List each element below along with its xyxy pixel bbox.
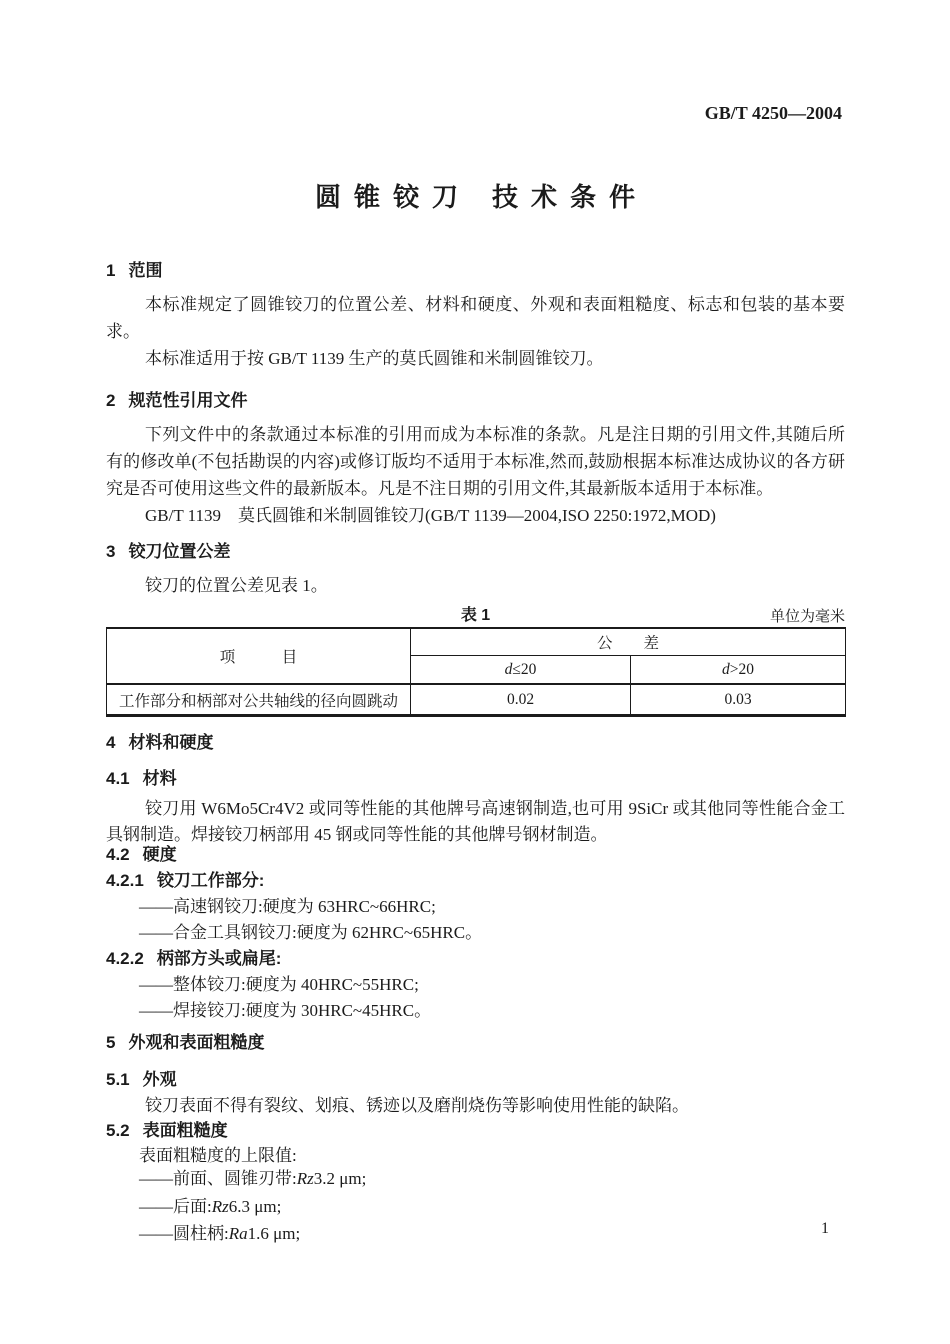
hardness-item-hss: ——高速钢铰刀:硬度为 63HRC~66HRC; xyxy=(139,897,436,916)
section-5-1-title: 外观 xyxy=(142,1070,177,1089)
page-number: 1 xyxy=(821,1220,829,1237)
section-2-number: 2 xyxy=(106,391,116,410)
diameter-symbol: d xyxy=(504,660,513,678)
diameter-condition: ≤20 xyxy=(512,660,537,678)
section-1-number: 1 xyxy=(106,261,116,280)
document-body xyxy=(0,257,950,1247)
hardness-item-solid-reamer: ——整体铰刀:硬度为 40HRC~55HRC; xyxy=(139,975,419,994)
section-5-1-number: 5.1 xyxy=(106,1070,130,1089)
roughness-intro: 表面粗糙度的上限值: xyxy=(139,1146,297,1165)
section-4-1-number: 4.1 xyxy=(106,769,130,788)
section-2-reference: GB/T 1139 莫氏圆锥和米制圆锥铰刀(GB/T 1139—2004,ISO 2250:1972,MOD) xyxy=(145,506,716,525)
section-3-paragraph-1: 铰刀的位置公差见表 1。 xyxy=(145,576,328,595)
section-4-1-paragraph-1: 铰刀用 W6Mo5Cr4V2 或同等性能的其他牌号高速钢制造,也可用 9SiCr 或其他同等性能合金工具钢制造。焊接铰刀柄部用 45 钢或同等性能的其他牌号钢材制造。 xyxy=(106,799,845,844)
roughness-item-face xyxy=(106,1166,845,1192)
section-4-number: 4 xyxy=(106,733,116,752)
section-4-2-1-heading xyxy=(106,868,845,894)
standard-code: GB/T 4250—2004 xyxy=(704,103,842,123)
section-3-number: 3 xyxy=(106,542,116,561)
table-1 xyxy=(106,627,846,717)
table-1-item-header: 项 目 xyxy=(107,628,411,684)
section-1-paragraph-1: 本标准规定了圆锥铰刀的位置公差、材料和硬度、外观和表面粗糙度、标志和包装的基本要求。 xyxy=(106,295,845,341)
roughness-value: 1.6 xyxy=(247,1224,269,1243)
roughness-item-flank xyxy=(106,1194,845,1220)
table-1-subheader-d-gt-20 xyxy=(631,656,846,685)
roughness-prefix: ——后面: xyxy=(139,1197,212,1216)
table-1-value-1: 0.02 xyxy=(411,684,631,716)
roughness-prefix: ——圆柱柄: xyxy=(139,1224,229,1243)
section-2-heading xyxy=(106,387,845,414)
section-5-1-paragraph-1: 铰刀表面不得有裂纹、划痕、锈迹以及磨削烧伤等影响使用性能的缺陷。 xyxy=(145,1096,689,1115)
section-5-heading xyxy=(106,1029,845,1056)
roughness-unit: μm; xyxy=(249,1197,282,1216)
section-1-title: 范围 xyxy=(128,261,163,280)
diameter-condition: >20 xyxy=(729,660,754,678)
roughness-symbol: Rz xyxy=(296,1169,314,1188)
roughness-unit: μm; xyxy=(334,1169,367,1188)
table-1-unit-note: 单位为毫米 xyxy=(769,609,845,625)
section-5-2-heading xyxy=(106,1118,845,1144)
roughness-unit: μm; xyxy=(268,1224,301,1243)
title-part-2: 技术条件 xyxy=(492,182,649,212)
table-1-caption: 表 1 xyxy=(460,607,491,624)
section-1-heading xyxy=(106,257,845,284)
section-5-1-heading xyxy=(106,1067,845,1093)
section-5-title: 外观和表面粗糙度 xyxy=(128,1033,265,1052)
roughness-item-shank xyxy=(106,1221,845,1247)
section-4-2-number: 4.2 xyxy=(106,845,130,864)
roughness-symbol: Ra xyxy=(228,1224,248,1243)
section-3-title: 铰刀位置公差 xyxy=(128,542,231,561)
roughness-prefix: ——前面、圆锥刃带: xyxy=(139,1169,297,1188)
section-4-2-2-heading xyxy=(106,946,845,972)
section-4-heading xyxy=(106,729,845,756)
title-part-1: 圆锥铰刀 xyxy=(314,182,471,212)
table-1-row-label: 工作部分和柄部对公共轴线的径向圆跳动 xyxy=(107,684,411,716)
table-1-value-2: 0.03 xyxy=(631,684,846,716)
section-4-2-1-number: 4.2.1 xyxy=(106,871,144,890)
roughness-value: 3.2 xyxy=(313,1169,335,1188)
section-4-1-heading xyxy=(106,766,845,792)
table-1-tolerance-header: 公 差 xyxy=(411,628,846,656)
hardness-item-welded-reamer: ——焊接铰刀:硬度为 30HRC~45HRC。 xyxy=(139,1001,432,1020)
section-3-heading xyxy=(106,538,845,565)
section-4-1-title: 材料 xyxy=(142,769,177,788)
table-1-subheader-d-le-20 xyxy=(411,656,631,685)
section-4-2-2-title: 柄部方头或扁尾: xyxy=(156,949,282,968)
document-title xyxy=(0,181,950,213)
diameter-symbol: d xyxy=(722,660,730,678)
table-1-header-row-1 xyxy=(107,628,846,656)
section-5-number: 5 xyxy=(106,1033,116,1052)
section-2-paragraph-1: 下列文件中的条款通过本标准的引用而成为本标准的条款。凡是注日期的引用文件,其随后所有的修改单(不包括勘误的内容)或修订版均不适用于本标准,然而,鼓励根据本标准达成协议的各方研究是否可使用这些文件的最新版本。凡是不注日期的引用文件,其最新版本适用于本标准。 xyxy=(106,425,845,498)
section-1-paragraph-2: 本标准适用于按 GB/T 1139 生产的莫氏圆锥和米制圆锥铰刀。 xyxy=(145,349,604,368)
section-5-2-title: 表面粗糙度 xyxy=(142,1121,228,1140)
table-1-data-row xyxy=(107,684,846,716)
roughness-symbol: Rz xyxy=(211,1197,229,1216)
section-4-2-1-title: 铰刀工作部分: xyxy=(156,871,265,890)
section-4-2-2-number: 4.2.2 xyxy=(106,949,144,968)
section-5-2-number: 5.2 xyxy=(106,1121,130,1140)
section-4-2-title: 硬度 xyxy=(142,845,177,864)
table-1-caption-row xyxy=(106,602,845,624)
section-2-title: 规范性引用文件 xyxy=(128,391,248,410)
roughness-value: 6.3 xyxy=(228,1197,250,1216)
hardness-item-alloy-tool-steel: ——合金工具钢铰刀:硬度为 62HRC~65HRC。 xyxy=(139,923,483,942)
section-4-title: 材料和硬度 xyxy=(128,733,214,752)
